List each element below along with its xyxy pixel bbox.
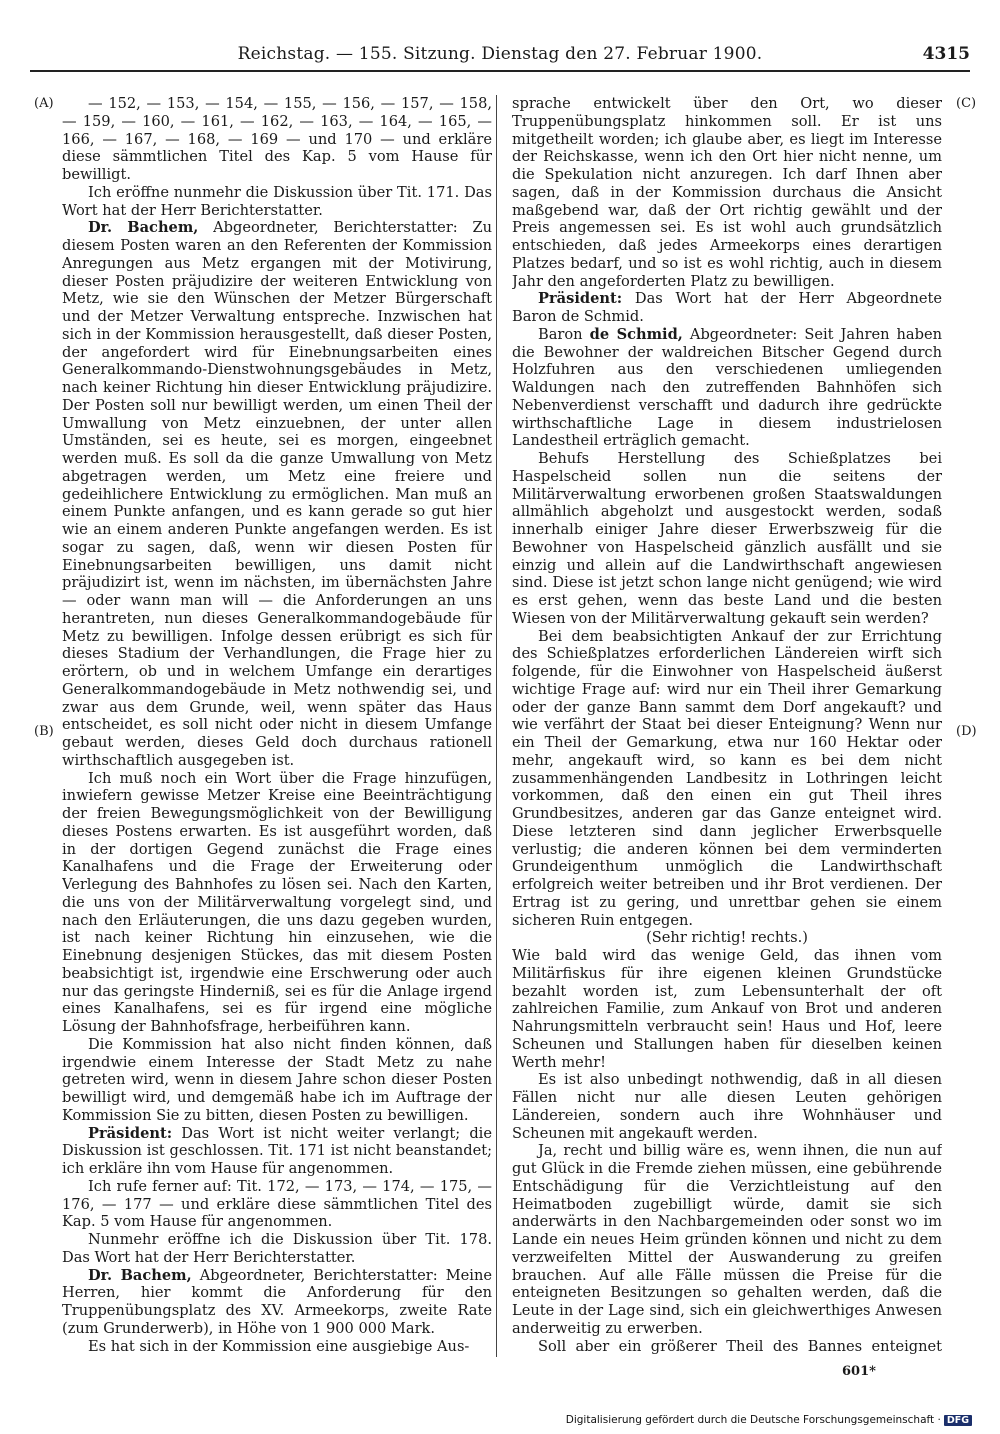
speaker-prefix: Baron: [538, 325, 590, 343]
paragraph: [512, 1142, 942, 1337]
paragraph-text: sprache entwickelt über den Ort, wo dieser Truppenübungsplatz hinkommen soll. Er ist uns mitgetheilt worden; ich glaube aber, es liegt im Interesse der Reichskasse, wenn ich den Ort hier nicht nenne, um die Spekulation nicht anzuregen. Ich darf Ihnen aber sagen, daß in der Kommission durchaus die Ansicht maßgebend war, daß der Ort richtig gewählt und der Preis angemessen sei. Es ist wohl auch grundsätzlich entschieden, daß jedes Armeekorps eines derartigen Platzes bedarf, und so ist es wohl richtig, auch in diesem Jahr den angeforderten Platz zu bewilligen.: [512, 95, 942, 290]
paragraph: [62, 1231, 492, 1267]
margin-marker-a: (A): [34, 96, 54, 111]
right-column: [512, 95, 942, 1355]
page-number: 4315: [922, 44, 970, 64]
speaker-name: Dr. Bachem,: [88, 219, 199, 237]
paragraph-text: (Sehr richtig! rechts.): [646, 929, 808, 947]
paragraph-text: Die Kommission hat also nicht finden können, daß irgendwie einem Interesse der Stadt Metz zu nahe getreten wird, wenn in diesem Jahre schon dieser Posten bewilligt wird, und demgemäß habe ich im Auftrage der Kommission Sie zu bitten, diesen Posten zu bewilligen.: [62, 1035, 492, 1124]
paragraph: [512, 1071, 942, 1142]
paragraph: [62, 184, 492, 220]
paragraph: [512, 326, 942, 450]
paragraph-text: Abgeordneter: Seit Jahren haben die Bewohner der waldreichen Bitscher Gegend durch Holzfuhren aus den verschiedenen umliegenden Waldungen nach den zutreffenden Bahnhöfen sich Nebenverdienst verschafft und dadurch ihre gedrückte wirthschaftliche Lage in diesem industrielosen Landestheil erträglich gemacht.: [512, 325, 942, 450]
paragraph: [62, 95, 492, 184]
paragraph-text: Bei dem beabsichtigten Ankauf der zur Errichtung des Schießplatzes erforderlichen Ländereien wirft sich folgende, für die Einwohner von Haspelscheid äußerst wichtige Frage auf: wird nur ein Theil ihrer Gemarkung oder der ganze Bann sammt dem Dorf angekauft? und wie verfährt der Staat bei dieser Enteignung? Wenn nur ein Theil der Gemarkung, etwa nur 160 Hektar oder mehr, angekauft wird, so kann es bei dem nicht zusammenhängenden Landbesitz in Lothringen leicht vorkommen, daß den einen ein gut Theil ihres Grundbesitzes, anderen gar das Ganze enteignet wird. Diese letzteren sind dann jeglicher Erwerbsquelle verlustig; die anderen können bei dem verminderten Grundeigenthum unmöglich die Landwirthschaft erfolgreich weiter betreiben und ihr Brot verdienen. Der Ertrag ist zu gering, und unrettbar gehen sie einem sicheren Ruin entgegen.: [512, 627, 942, 929]
paragraph-text: Ich rufe ferner auf: Tit. 172, — 173, — 174, — 175, — 176, — 177 — und erkläre diese sämmtlichen Titel des Kap. 5 vom Hause für angenommen.: [62, 1177, 492, 1231]
paragraph: [62, 1125, 492, 1178]
paragraph: [62, 1338, 492, 1356]
paragraph-text: Abgeordneter, Berichterstatter: Zu diesem Posten waren an den Referenten der Kommission Anregungen aus Metz ergangen mit der Motivirung, dieser Posten präjudizire der weiteren Entwicklung von Metz, wie sie den Wünschen der Metzer Bürgerschaft und der Metzer Verwaltung entspreche. Inzwischen hat sich in der Kommission herausgestellt, daß dieser Posten, der angefordert wird für Einebnungsarbeiten eines Generalkommando-Dienstwohnungsgebäudes in Metz, nach keiner Richtung hin dieser Entwicklung präjudizire. Der Posten soll nur bewilligt werden, um einen Theil der Umwallung von Metz einzuebnen, der unter allen Umständen, sei es heute, sei es morgen, eingeebnet werden muß. Es soll da die ganze Umwallung von Metz abgetragen werden, um Metz eine freiere und gedeihlichere Entwicklung zu ermöglichen. Man muß an einem Punkte anfangen, und es kann gerade so gut hier wie an einem anderen Punkte angefangen werden. Es ist sogar zu sagen, daß, wenn wir diesen Posten für Einebnungsarbeiten bewilligen, uns damit nicht präjudizirt ist, wenn im nächsten, im übernächsten Jahre — oder wann man will — die Anforderungen an uns herantreten, nun dieses Generalkommandogebäude für Metz zu bewilligen. Infolge dessen erübrigt es sich für dieses Stadium der Verhandlungen, die Frage hier zu erörtern, ob und in welchem Umfange ein derartiges Generalkommandogebäude in Metz nothwendig sei, und zwar aus dem Grunde, weil, wenn später das Haus entscheidet, es soll nicht oder nicht in diesem Umfange gebaut werden, dieses Geld doch durchaus rationell wirthschaftlich ausgegeben ist.: [62, 219, 492, 769]
speaker-name: Dr. Bachem,: [88, 1266, 192, 1284]
paragraph: [62, 1036, 492, 1125]
paragraph: [512, 450, 942, 628]
paragraph: [62, 219, 492, 769]
paragraph: [62, 1178, 492, 1231]
paragraph: [512, 929, 942, 947]
column-divider: [496, 95, 497, 1357]
paragraph: [512, 947, 942, 1071]
left-column: [62, 95, 492, 1355]
margin-marker-b: (B): [34, 724, 54, 739]
footer-text: Digitalisierung gefördert durch die Deutsche Forschungsgemeinschaft ·: [565, 1414, 941, 1426]
paragraph-text: Ich muß noch ein Wort über die Frage hinzufügen, inwiefern gewisse Metzer Kreise eine Beeinträchtigung der freien Bewegungsmöglichkeit von der Bewilligung dieses Postens erwarten. Es ist ausgeführt worden, daß in der dortigen Gegend zunächst die Frage eines Kanalhafens und die Frage der Erweiterung oder Verlegung des Bahnhofes zu lösen sei. Nach den Karten, die uns von der Militärverwaltung vorgelegt sind, und nach den Erläuterungen, die uns dazu gegeben wurden, ist nach keiner Richtung hin einzusehen, wie die Einebnung desjenigen Stückes, das mit diesem Posten beabsichtigt ist, irgendwie eine Erschwerung oder auch nur das geringste Hinderniß, sei es für die Anlage irgend eines Kanalhafens, sei es für irgend eine mögliche Lösung der Bahnhofsfrage, herbeiführen kann.: [62, 769, 492, 1035]
paragraph: [62, 1267, 492, 1338]
paragraph: [512, 95, 942, 290]
paragraph: [512, 290, 942, 326]
header-rule: [30, 70, 970, 72]
digitization-footer: [566, 1414, 972, 1426]
paragraph: [512, 628, 942, 930]
speaker-name: de Schmid,: [589, 325, 683, 343]
speaker-name: Präsident:: [88, 1124, 173, 1142]
paragraph-text: Abgeordneter, Berichterstatter: Meine Herren, hier kommt die Anforderung für den Truppenübungsplatz des XV. Armeekorps, zweite Rate (zum Grunderwerb), in Höhe von 1 900 000 Mark.: [62, 1266, 492, 1337]
paragraph-text: Nunmehr eröffne ich die Diskussion über Tit. 178. Das Wort hat der Herr Berichterstatter.: [62, 1231, 492, 1266]
speaker-name: Präsident:: [538, 290, 623, 308]
sheet-signature: 601*: [842, 1364, 876, 1379]
paragraph-text: Ich eröffne nunmehr die Diskussion über Tit. 171. Das Wort hat der Herr Berichterstatter.: [62, 183, 492, 219]
paragraph-text: — 152, — 153, — 154, — 155, — 156, — 157, — 158, — 159, — 160, — 161, — 162, — 163, — 164, — 165, — 166, — 167, — 168, — 169 — und 170 — und erkläre diese sämmtlichen Titel des Kap. 5 vom Hause für bewilligt.: [62, 95, 492, 183]
margin-marker-c: (C): [956, 96, 977, 111]
paragraph: [62, 770, 492, 1036]
paragraph-text: Ja, recht und billig wäre es, wenn ihnen, die nun auf gut Glück in die Fremde ziehen müssen, eine gebührende Entschädigung für die Verzichtleistung auf den Heimatboden zugebilligt würde, damit sie sich anderwärts in den Nachbargemeinden oder sonst wo im Lande ein neues Heim gründen können und nicht zu dem verzweifelten Mittel der Auswanderung zu greifen brauchen. Auf alle Fälle müssen die Preise für die enteigneten Besitzungen so gehalten werden, daß die Leute in der Lage sind, sich ein gleichwerthiges Anwesen anderweitig zu erwerben.: [512, 1142, 942, 1337]
paragraph-text: Das Wort hat der Herr Abgeordnete Baron de Schmid.: [512, 290, 942, 325]
paragraph-text: Wie bald wird das wenige Geld, das ihnen vom Militärfiskus für ihre eigenen kleinen Grundstücke bezahlt worden ist, zum Lebensunterhalt der oft zahlreichen Familie, zum Ankauf von Brot und anderen Nahrungsmitteln verbraucht sein! Haus und Hof, leere Scheunen und Stallungen haben für dieselben keinen Werth mehr!: [512, 947, 942, 1071]
margin-marker-d: (D): [956, 724, 977, 739]
dfg-logo: DFG: [944, 1415, 972, 1426]
paragraph-text: Das Wort ist nicht weiter verlangt; die Diskussion ist geschlossen. Tit. 171 ist nicht beanstandet; ich erkläre ihn vom Hause für angenommen.: [62, 1124, 492, 1177]
running-title: Reichstag. — 155. Sitzung. Dienstag den 27. Februar 1900.: [237, 44, 763, 64]
paragraph-text: Soll aber ein größerer Theil des Bannes enteignet: [538, 1337, 942, 1355]
paragraph-text: Es ist also unbedingt nothwendig, daß in all diesen Fällen nicht nur alle diesen Leuten gehörigen Ländereien, sondern auch ihre Wohnhäuser und Scheunen mit angekauft werden.: [512, 1071, 942, 1142]
paragraph: [512, 1338, 942, 1356]
paragraph-text: Es hat sich in der Kommission eine ausgiebige Aus-: [88, 1337, 470, 1355]
paragraph-text: Behufs Herstellung des Schießplatzes bei Haspelscheid sollen nun die seitens der Militärverwaltung erworbenen großen Staatswaldungen allmählich abgeholzt und ausgestockt werden, sodaß innerhalb einiger Jahre dieser Erwerbszweig für die Bewohner von Haspelscheid gänzlich ausfällt und sie einzig und allein auf die Landwirthschaft angewiesen sind. Diese ist jetzt schon lange nicht genügend; wie wird es erst gehen, wenn das beste Land und die besten Wiesen von der Militärverwaltung gekauft sein werden?: [512, 450, 942, 627]
page-header: [30, 44, 970, 70]
